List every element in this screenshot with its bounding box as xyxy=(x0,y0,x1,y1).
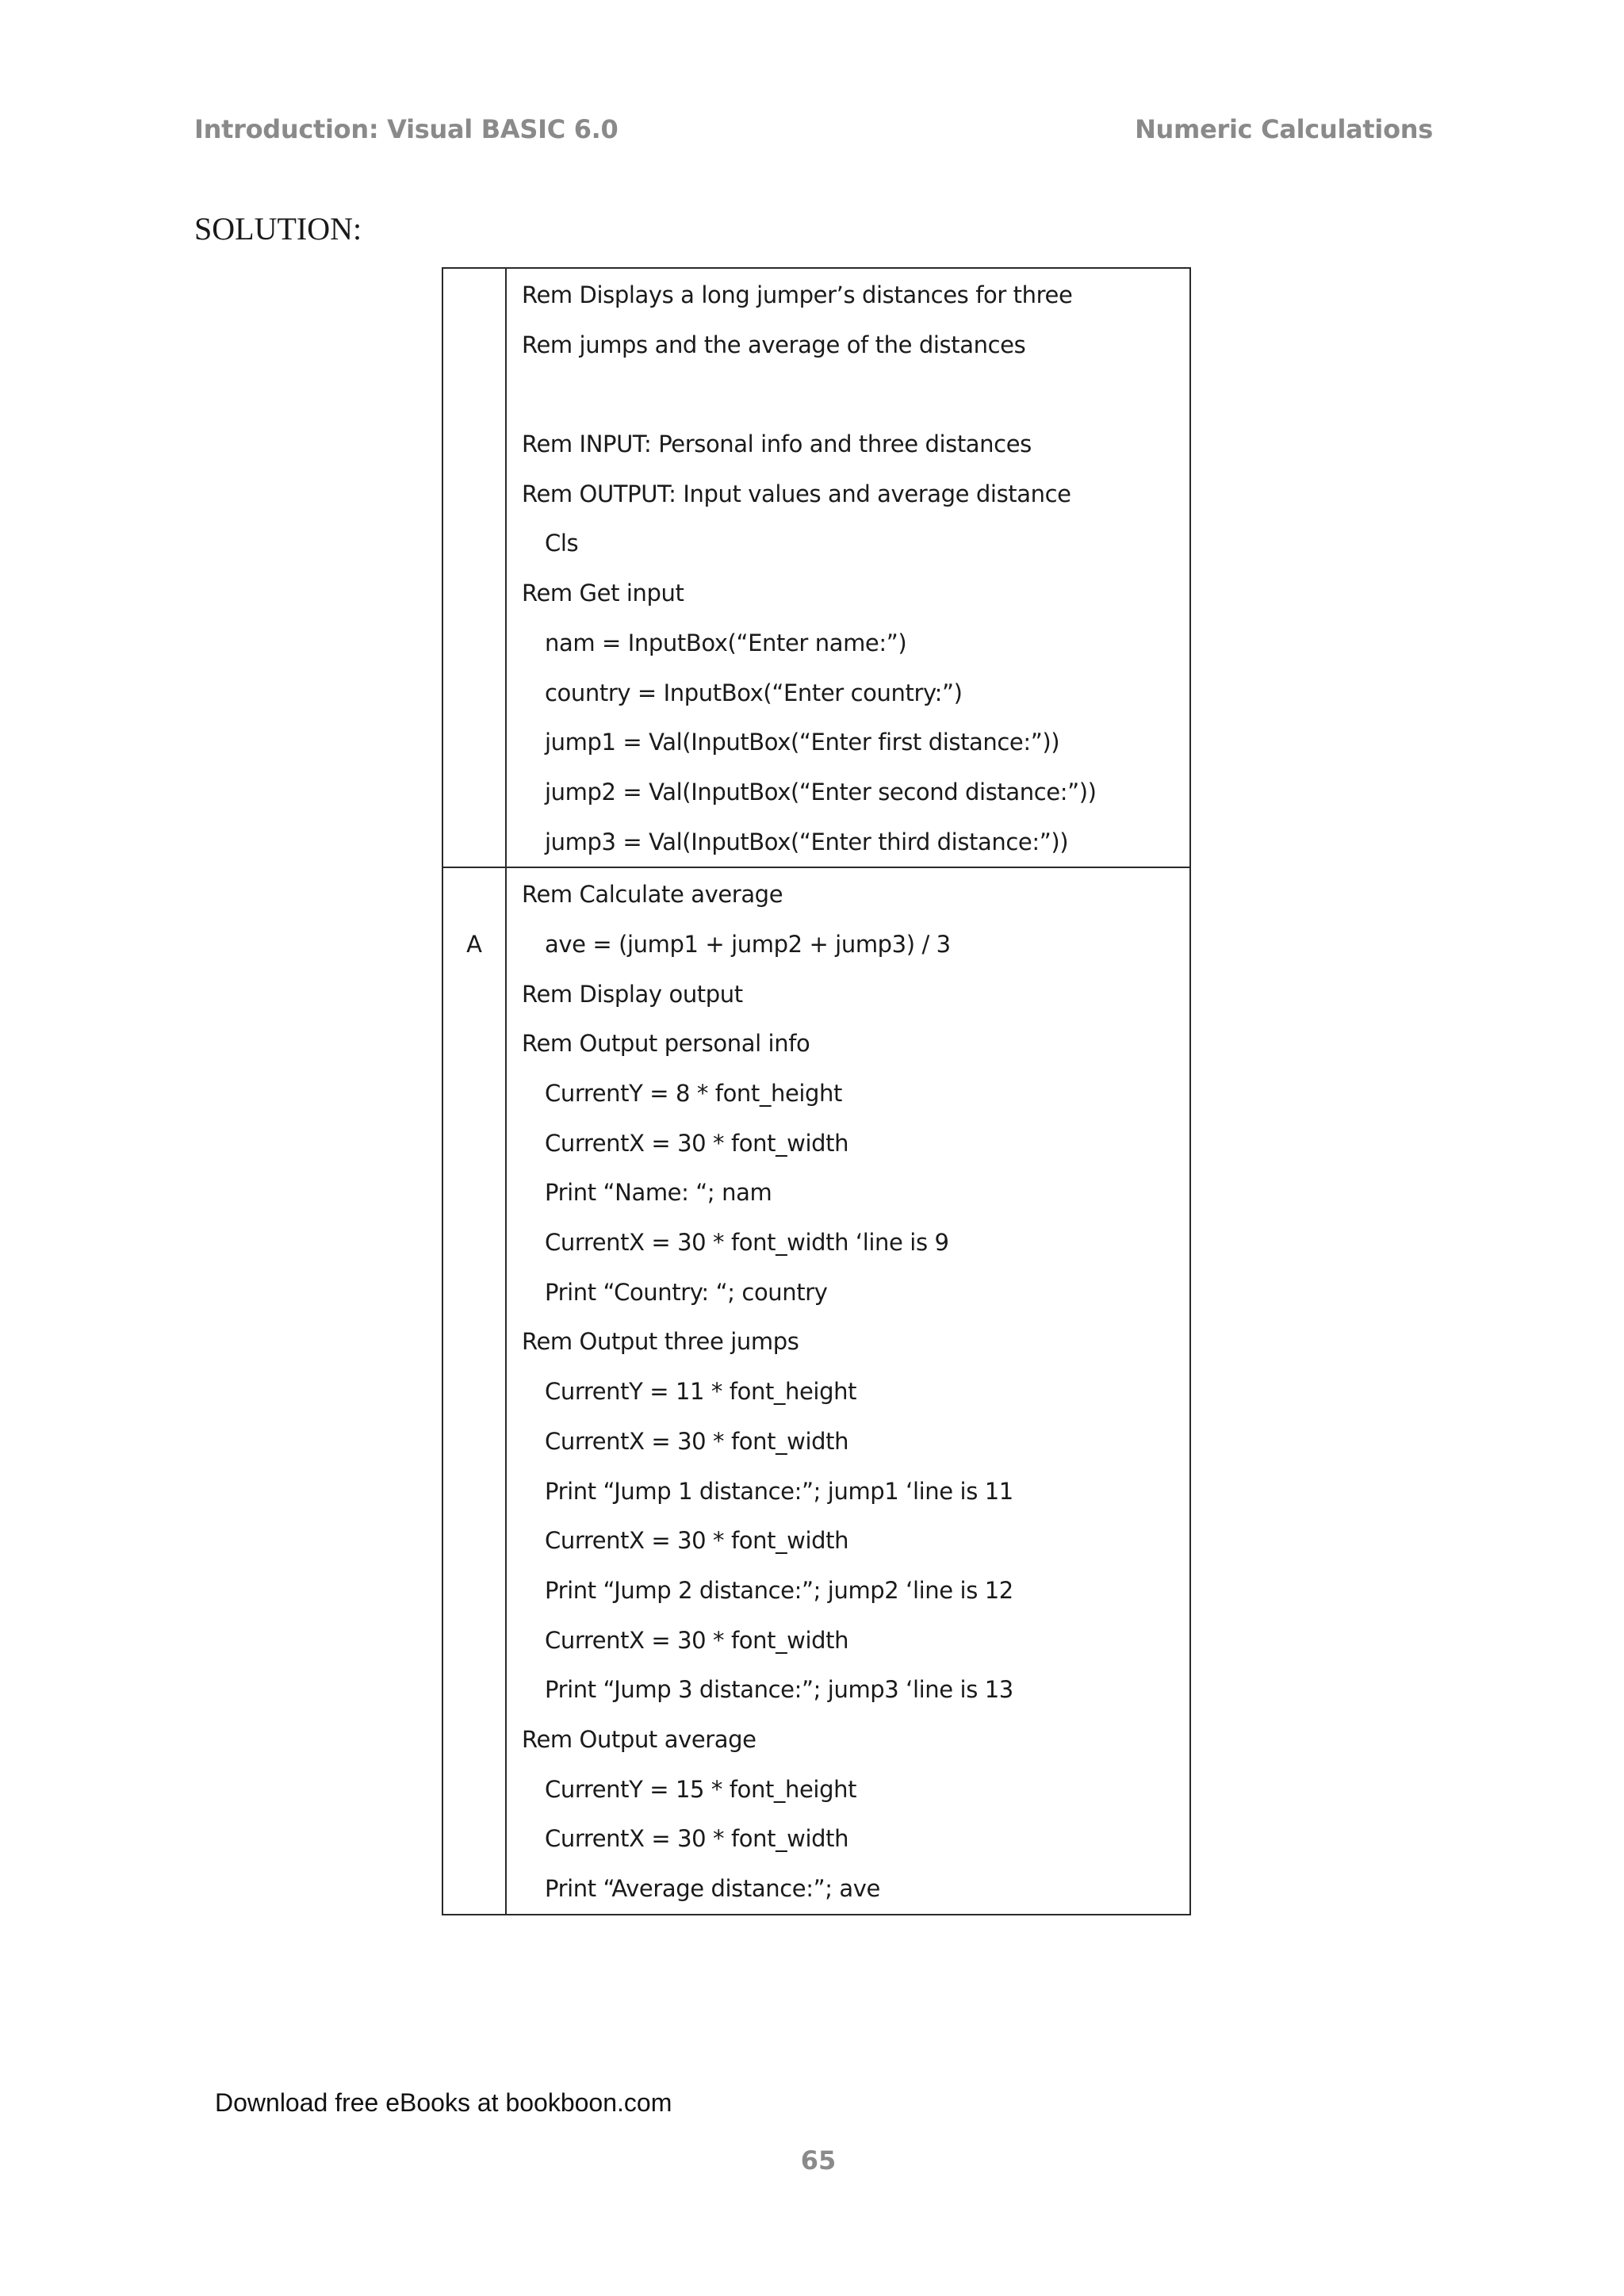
row-label xyxy=(443,718,505,767)
code-line: ave = (jump1 + jump2 + jump3) / 3 xyxy=(545,930,951,958)
label-cell-input xyxy=(442,268,506,867)
code-line: Print “Name: “; nam xyxy=(545,1179,772,1207)
code-line: CurrentY = 15 * font_height xyxy=(545,1775,857,1803)
code-line: CurrentX = 30 * font_width xyxy=(545,1626,849,1654)
row-label xyxy=(443,270,505,320)
code-line: Print “Jump 1 distance:”; jump1 ‘line is 11 xyxy=(545,1477,1013,1505)
row-label xyxy=(443,1765,505,1815)
row-label xyxy=(443,1119,505,1169)
page-number: 65 xyxy=(800,2145,837,2175)
row-label xyxy=(443,320,505,370)
code-line: Rem Output personal info xyxy=(522,1030,810,1058)
row-label xyxy=(443,1317,505,1367)
code-block-input xyxy=(442,268,1190,867)
code-line: CurrentX = 30 * font_width ‘line is 9 xyxy=(545,1229,949,1257)
row-label xyxy=(443,1367,505,1417)
label-cell-output xyxy=(442,867,506,1914)
row-label xyxy=(443,1616,505,1666)
row-label xyxy=(443,1864,505,1914)
code-cell-output xyxy=(506,867,1190,1914)
row-label: A xyxy=(466,930,482,958)
row-label xyxy=(443,568,505,618)
row-label xyxy=(443,469,505,519)
row-label xyxy=(443,1566,505,1616)
running-header xyxy=(194,114,1433,144)
code-line: country = InputBox(“Enter country:”) xyxy=(545,679,963,706)
code-cell-input xyxy=(506,268,1190,867)
code-block-output xyxy=(442,867,1190,1914)
code-line: Print “Country: “; country xyxy=(545,1278,828,1306)
solution-heading: SOLUTION: xyxy=(194,211,362,247)
code-line: Rem Display output xyxy=(522,980,743,1008)
row-label xyxy=(443,1218,505,1268)
code-line: CurrentX = 30 * font_width xyxy=(545,1129,849,1157)
row-label xyxy=(443,767,505,817)
code-line: jump1 = Val(InputBox(“Enter first distance:”)) xyxy=(545,729,1060,756)
code-line: Rem OUTPUT: Input values and average distance xyxy=(522,480,1071,507)
row-label xyxy=(443,1516,505,1566)
row-label xyxy=(443,369,505,419)
code-line: Cls xyxy=(545,530,579,557)
code-line: CurrentX = 30 * font_width xyxy=(545,1527,849,1555)
row-label xyxy=(443,618,505,668)
row-label xyxy=(443,970,505,1020)
row-label xyxy=(443,870,505,920)
code-line: Rem Get input xyxy=(522,580,684,607)
row-label xyxy=(443,1467,505,1517)
code-line: Rem Output three jumps xyxy=(522,1328,799,1356)
code-line: jump2 = Val(InputBox(“Enter second distance:”)) xyxy=(545,778,1097,806)
row-label xyxy=(443,1069,505,1119)
row-label xyxy=(443,1665,505,1715)
code-line: CurrentY = 8 * font_height xyxy=(545,1080,842,1107)
code-line: Rem Output average xyxy=(522,1725,756,1753)
row-label xyxy=(443,1268,505,1318)
row-label xyxy=(443,817,505,867)
code-line: Print “Jump 3 distance:”; jump3 ‘line is 13 xyxy=(545,1676,1013,1704)
code-line: nam = InputBox(“Enter name:”) xyxy=(545,629,907,656)
header-chapter-title: Numeric Calculations xyxy=(1135,114,1433,144)
code-line: CurrentX = 30 * font_width xyxy=(545,1427,849,1455)
row-label xyxy=(443,1814,505,1864)
code-line: Rem Calculate average xyxy=(522,881,783,909)
code-line: Rem Displays a long jumper’s distances for three xyxy=(522,281,1073,308)
row-label xyxy=(443,1019,505,1069)
code-table xyxy=(442,267,1191,1915)
code-line: Print “Average distance:”; ave xyxy=(545,1875,880,1902)
row-label xyxy=(443,419,505,469)
code-line: CurrentY = 11 * font_height xyxy=(545,1378,857,1406)
row-label xyxy=(443,1715,505,1765)
code-line: Rem jumps and the average of the distances xyxy=(522,331,1026,358)
row-label xyxy=(443,668,505,718)
download-link[interactable]: Download free eBooks at bookboon.com xyxy=(215,2088,672,2117)
row-label xyxy=(443,1168,505,1218)
row-label xyxy=(443,519,505,568)
code-line: Print “Jump 2 distance:”; jump2 ‘line is 12 xyxy=(545,1576,1013,1604)
code-line xyxy=(507,369,1189,419)
code-line: CurrentX = 30 * font_width xyxy=(545,1825,849,1853)
code-line: Rem INPUT: Personal info and three distances xyxy=(522,430,1032,458)
header-book-title: Introduction: Visual BASIC 6.0 xyxy=(194,114,619,144)
row-label xyxy=(443,1417,505,1467)
code-line: jump3 = Val(InputBox(“Enter third distance:”)) xyxy=(545,828,1069,855)
